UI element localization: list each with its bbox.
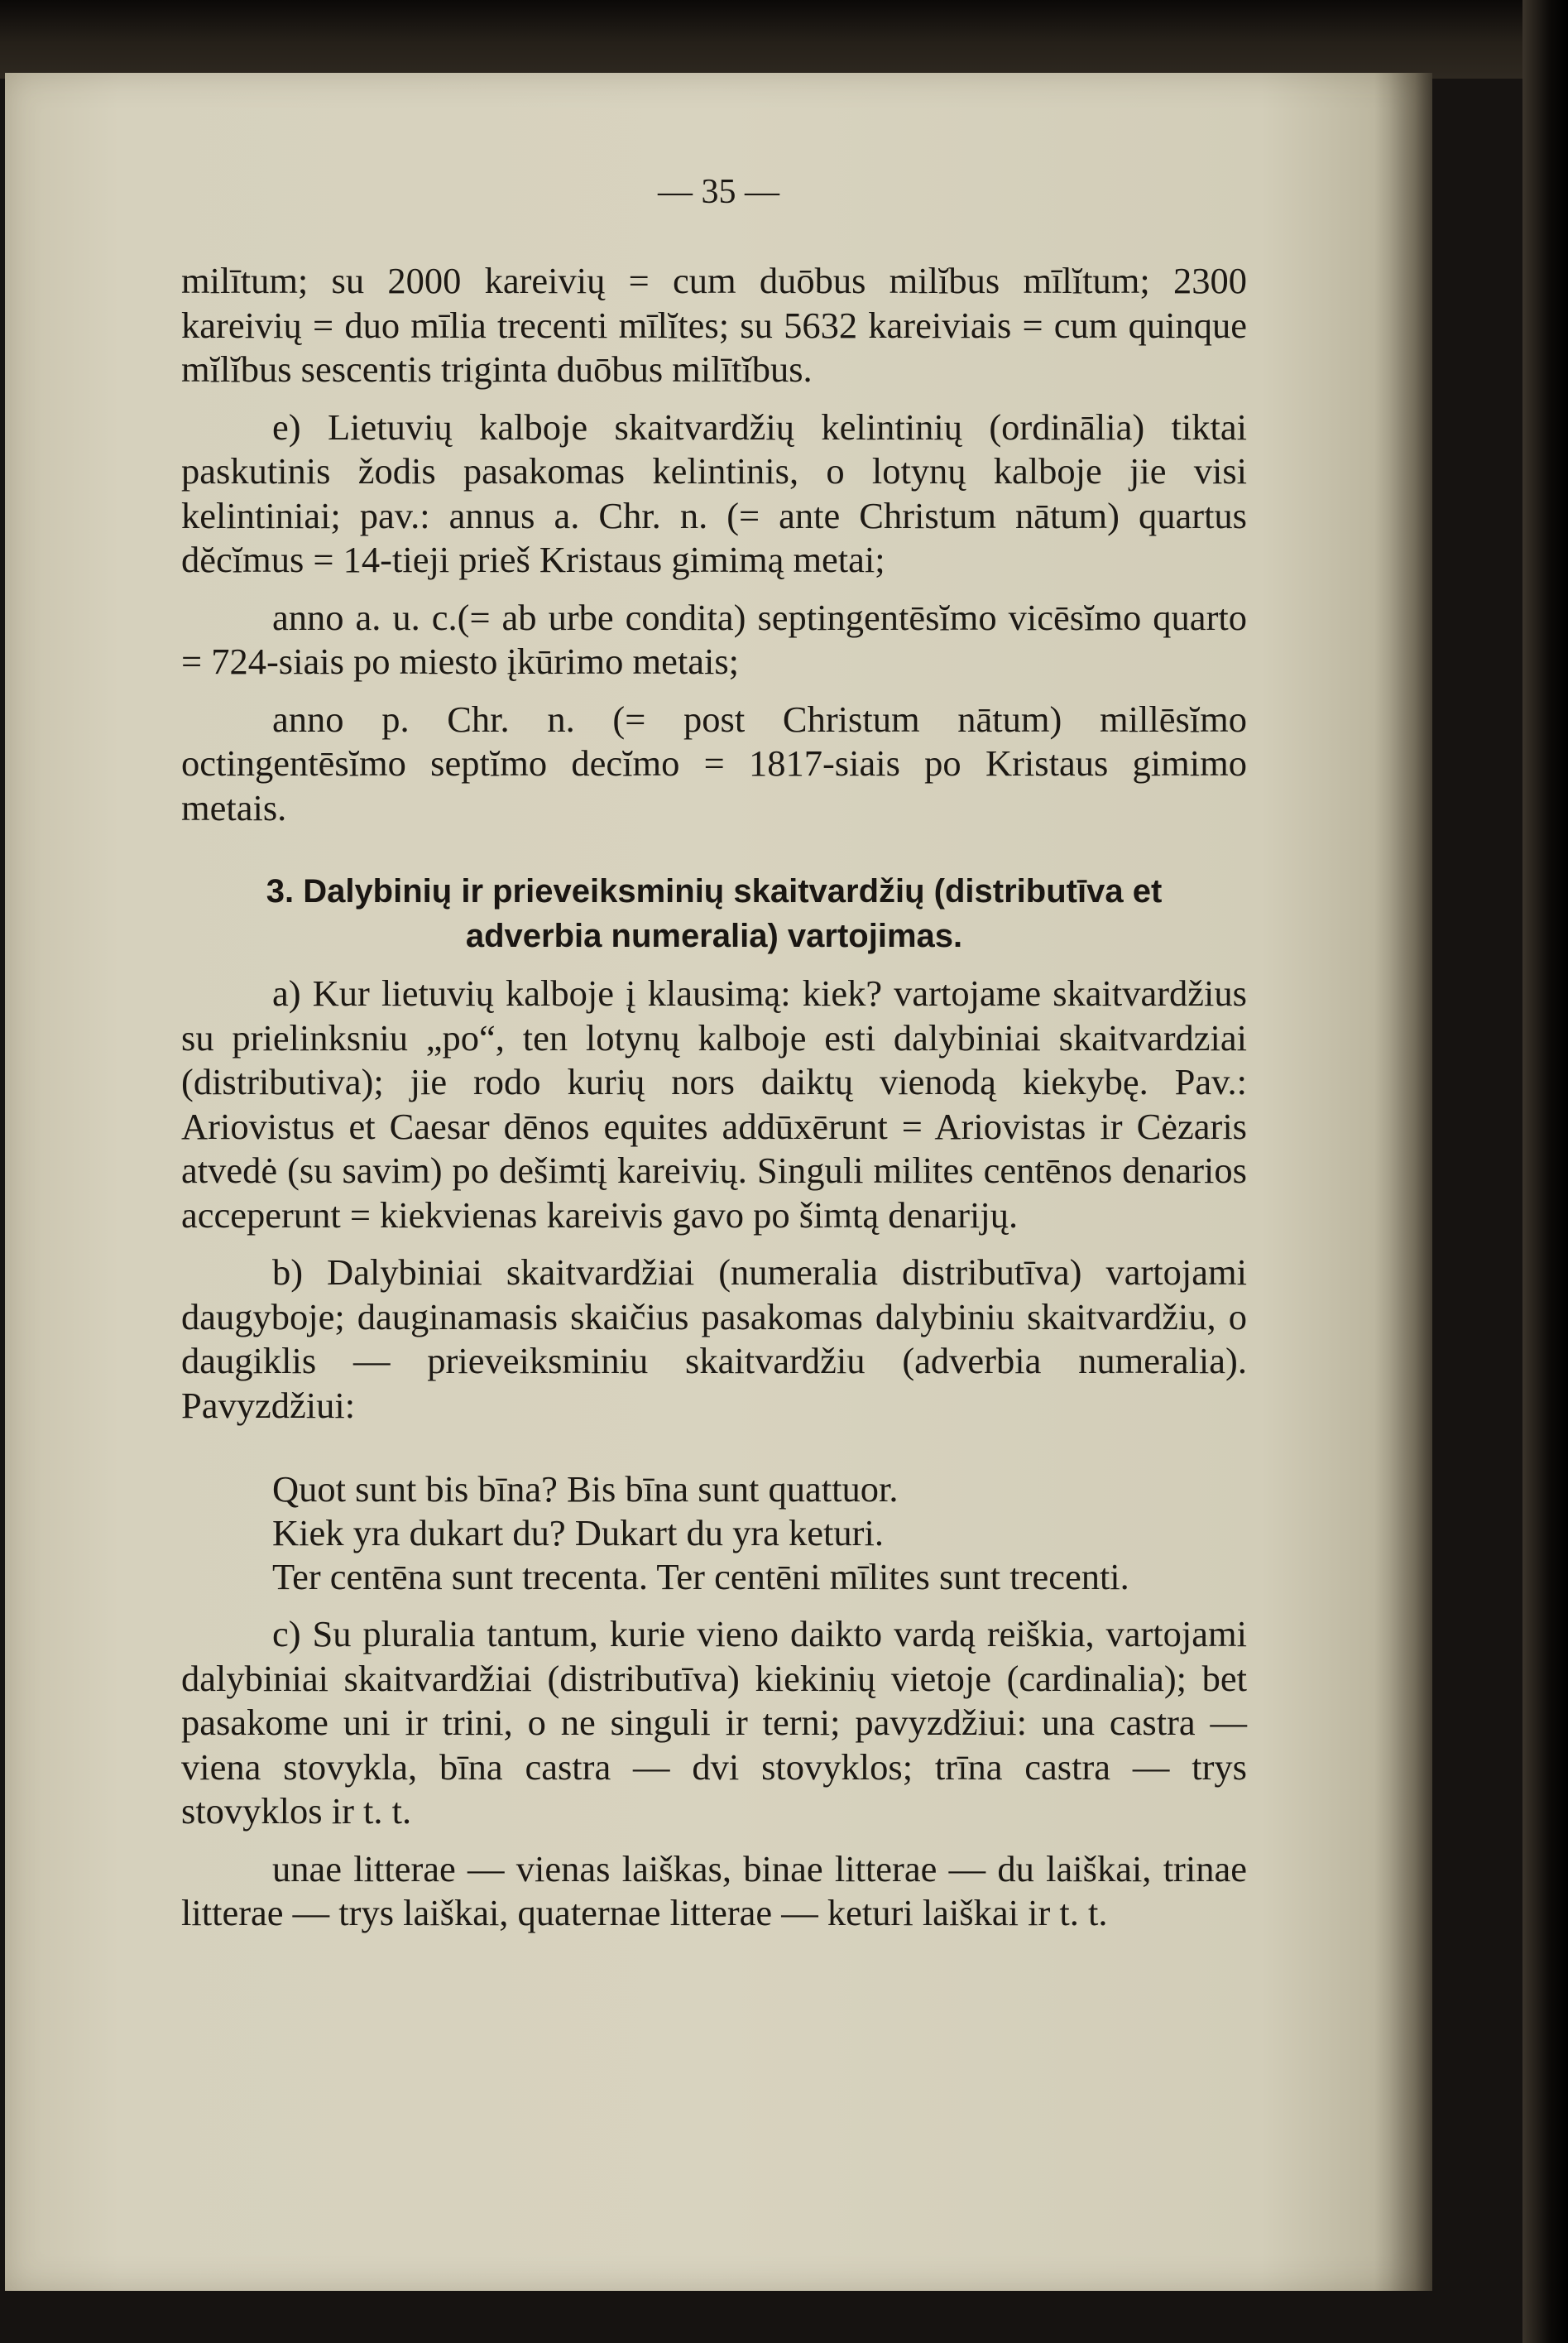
book-edge-top — [0, 0, 1568, 79]
book-spine-edge — [1522, 0, 1568, 2343]
paragraph-litterae: unae litterae — vienas laiškas, binae litterae — du laiškai, trinae litterae — trys laiškai, quaternae litterae — keturi laiškai ir t. t. — [181, 1847, 1247, 1933]
book-page — [5, 73, 1432, 2291]
page-text — [181, 259, 1247, 1936]
example-line: Kiek yra dukart du? Dukart du yra keturi. — [272, 1512, 884, 1553]
paragraph-c: c) Su pluralia tantum, kurie vieno daikto vardą reiškia, vartojami dalybiniai skaitvardžiai (distributīva) kiekinių vietoje (cardinalia); bet pasakome uni ir trini, o ne singuli ir terni; pavyzdžiui: una castra — viena stovykla, bīna castra — dvi stovyklos; trīna castra — trys stovyklos ir t. t. — [181, 1613, 1247, 1832]
paragraph-anno-pchr: anno p. Chr. n. (= post Christum nātum) millēsĭmo octingentēsĭmo septĭmo decĭmo = 1817-siais po Kristaus gimimo metais. — [181, 698, 1247, 828]
paragraph-e: e) Lietuvių kalboje skaitvardžių kelintinių (ordinālia) tiktai paskutinis žodis pasakomas kelintinis, o lotynų kalboje jie visi kelintiniai; pav.: annus a. Chr. n. (= ante Christum nātum) quartus dĕcĭmus = 14-tieji prieš Kristaus gimimą metai; — [181, 406, 1247, 580]
section-3-heading: 3. Dalybinių ir prieveiksminių skaitvardžių (distributīva et adverbia numeralia) vartojimas. — [266, 873, 1163, 954]
paragraph-a: a) Kur lietuvių kalboje į klausimą: kiek? vartojame skaitvardžius su prielinksniu „po“, ten lotynų kalboje esti dalybiniai skaitvardziai (distributiva); jie rodo kurių nors daiktų vienodą kiekybę. Pav.: Ariovistus et Caesar dēnos equites addūxērunt = Ariovistas ir Cėzaris atvedė (su savim) po dešimtį kareivių. Singuli milites centēnos denarios acceperunt = kiekvienas kareivis gavo po šimtą denarijų. — [181, 972, 1247, 1236]
paragraph-anno-auc: anno a. u. c.(= ab urbe condita) septingentēsĭmo vicēsĭmo quarto = 724-siais po miesto įkūrimo metais; — [181, 596, 1247, 682]
example-line: Quot sunt bis bīna? Bis bīna sunt quattuor. — [272, 1468, 899, 1510]
paragraph-continuation: milītum; su 2000 kareivių = cum duōbus milĭbus mīlĭtum; 2300 kareivių = duo mīlia trecenti mīlĭtes; su 5632 kareiviais = cum quinque mĭlĭbus sescentis triginta duōbus milītĭbus. — [181, 260, 1247, 390]
example-list — [272, 1467, 1247, 1599]
page-number: — 35 — — [658, 173, 779, 211]
example-line: Ter centēna sunt trecenta. Ter centēni mīlites sunt trecenti. — [272, 1556, 1129, 1597]
paragraph-b: b) Dalybiniai skaitvardžiai (numeralia distributīva) vartojami daugyboje; dauginamasis skaičius pasakomas dalybiniu skaitvardžiu, o daugiklis — prieveiksminiu skaitvardžiu (adverbia numeralia). Pavyzdžiui: — [181, 1251, 1247, 1426]
page-gutter-shadow — [1374, 73, 1432, 2291]
